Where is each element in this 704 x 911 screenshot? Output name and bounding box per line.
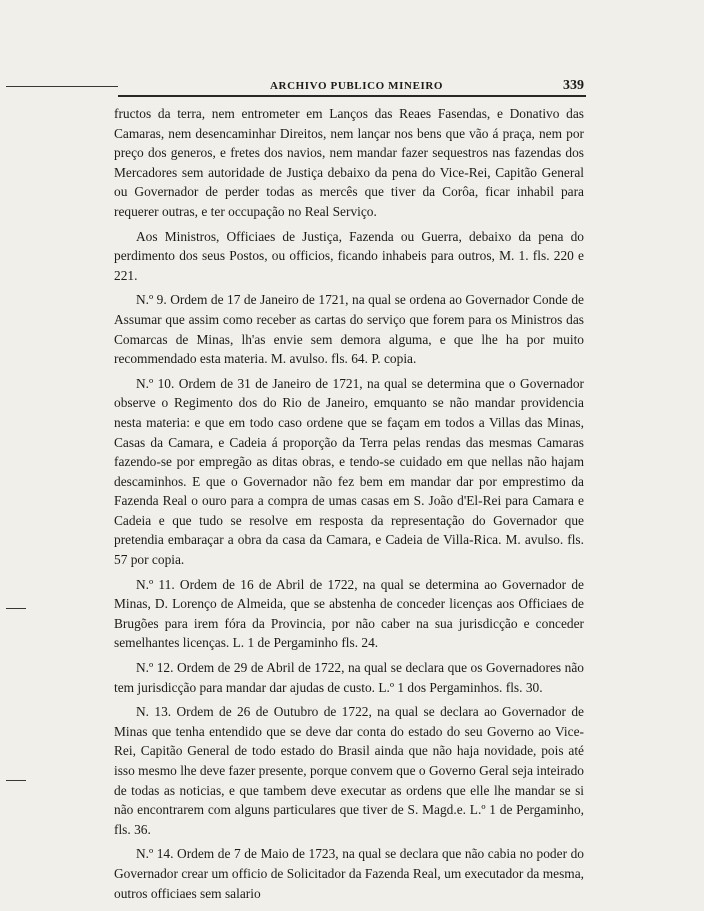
paragraph: Aos Ministros, Officiaes de Justiça, Fazenda ou Guerra, debaixo da pena do perdimento dos seus Postos, ou officios, ficando inhabeis para outros, M. 1. fls. 220 e 221. bbox=[114, 228, 584, 283]
header-rule bbox=[118, 95, 586, 97]
paragraph: fructos da terra, nem entrometer em Lanços das Reaes Fasendas, e Donativo das Camaras, nem desencaminhar Direitos, nem lançar nos bens que vão á praça, nem por preço dos generos, e fretes dos navios, nem mandar fazer sequestros nas fazendas dos Mercadores sem autoridade de Justiça debaixo da pena do Vice-Rei, Capitão General ou Governador de perder todas as mercês que tiver da Corôa, ficar inhabil para requerer outras, e ter occupação no Real Serviço. bbox=[114, 106, 584, 219]
paragraph: N.º 10. Ordem de 31 de Janeiro de 1721, na qual se determina que o Governador observe o Regimento dos do Rio de Janeiro, emquanto se não mandar providencia nesta materia: e que em todo caso ordene que se façam em todos a Villas das Minas, Casas da Camara, e Cadeia á proporção da Terra pelas rendas das mesmas Camaras fazendo-se por empregão as ditas obras, e tendo-se cuidado em que nellas não hajam descaminhos. E que o Governador não fez bem em mandar dar por emprestimo da Fazenda Real o ouro para a compra de umas casas em S. João d'El-Rei para Camara e Cadeia e que tudo se resolve em resposta da representação do Governador que pretendia embaraçar a obra da casa da Camara, e Cadeia de Villa-Rica. M. avulso. fls. 57 por copia. bbox=[114, 375, 584, 568]
body-text bbox=[114, 104, 584, 908]
page-number: 339 bbox=[563, 78, 584, 93]
paragraph: N.º 9. Ordem de 17 de Janeiro de 1721, na qual se ordena ao Governador Conde de Assumar que assim como receber as cartas do serviço que forem para os Ministros das Comarcas de Minas, lh'as envie sem demora alguma, e que lhe ha por muito recommendado esta materia. M. avulso. fls. 64. P. copia. bbox=[114, 292, 584, 367]
paragraph: N.º 12. Ordem de 29 de Abril de 1722, na qual se declara que os Governadores não tem jurisdicção para mandar dar ajudas de custo. L.º 1 dos Pergaminhos. fls. 30. bbox=[114, 660, 584, 695]
paragraph: N.º 14. Ordem de 7 de Maio de 1723, na qual se declara que não cabia no poder do Governador crear um officio de Solicitador da Fazenda Real, um executador da mesma, outros officiaes sem salario bbox=[114, 846, 584, 901]
header-title: ARCHIVO PUBLICO MINEIRO bbox=[270, 80, 444, 92]
margin-mark bbox=[6, 86, 118, 87]
paragraph: N. 13. Ordem de 26 de Outubro de 1722, na qual se declara ao Governador de Minas que tenha entendido que se deve dar conta do estado do seu Governo ao Vice-Rei, Capitão General de todo estado do Brasil ainda que não haja novidade, pois até isso mesmo lhe deve fazer presente, porque convem que o Governo Geral seja inteirado de todas as noticias, e que tambem deve executar as ordens que elle lhe mandar se si não encontrarem com alguns particulares que tiver de S. Magd.e. L.º 1 de Pergaminho, fls. 36. bbox=[114, 704, 584, 837]
paragraph: N.º 11. Ordem de 16 de Abril de 1722, na qual se determina ao Governador de Minas, D. Lorenço de Almeida, que se abstenha de conceder licenças aos Officiaes de Brugões para irem fóra da Provincia, por não caber na sua jurisdicção e conceder semelhantes licenças. L. 1 de Pergaminho fls. 24. bbox=[114, 576, 584, 651]
running-header bbox=[118, 74, 586, 98]
margin-mark bbox=[6, 608, 26, 609]
margin-mark bbox=[6, 780, 26, 781]
